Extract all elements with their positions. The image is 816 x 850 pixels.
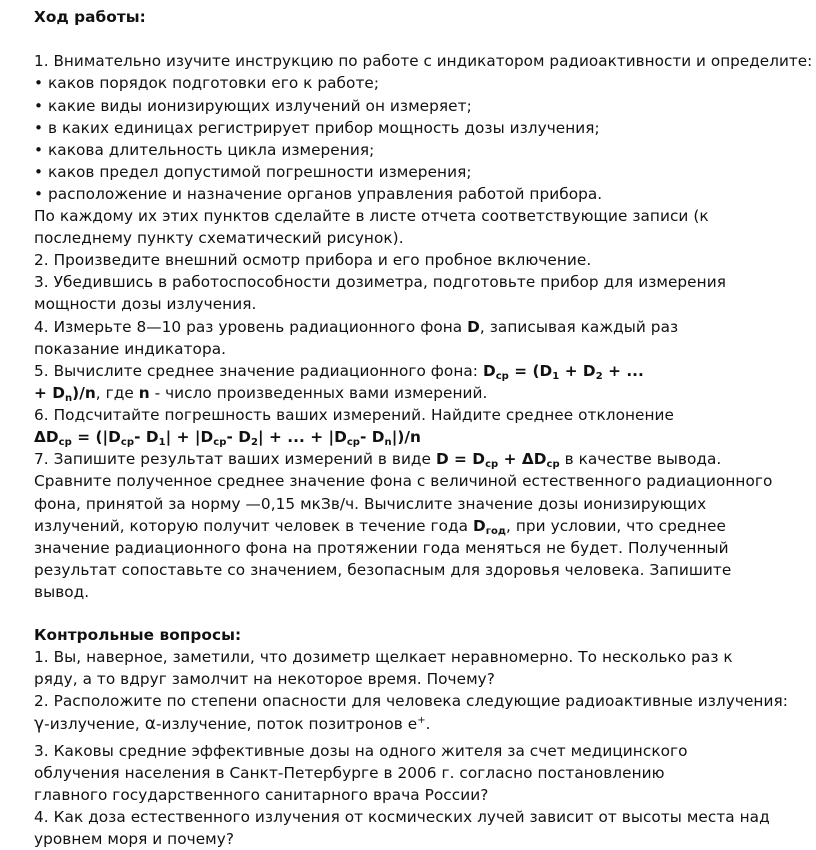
question-1-line-2: ряду, а то вдруг замолчит на некоторое время. Почему? [34,670,495,688]
step-5-formula-line-1: 5. Вычислите среднее значение радиационного фона: $D_{ср} = (D_1 + D_2$ + ... [34,362,644,382]
bullet-error-limit: • каков предел допустимой погрешности измерения; [34,163,472,181]
step-1-intro: 1. Внимательно изучите инструкцию по работе с индикатором радиоактивности и определите: [34,52,813,70]
questions-heading: Контрольные вопросы: [34,626,242,644]
question-4-line-1: 4. Как доза естественного излучения от космических лучей зависит от высоты места над [34,808,770,826]
bullet-controls: • расположение и назначение органов управления работой прибора. [34,185,603,203]
step-7-line-7: вывод. [34,583,90,601]
step-7-line-2: Сравните полученное среднее значение фона с величиной естественного радиационного [34,472,773,490]
bullet-preparation: • каков порядок подготовки его к работе; [34,74,380,92]
step-7-line-5: значение радиационного фона на протяжении года меняться не будет. Полученный [34,539,729,557]
bullet-cycle-duration: • какова длительность цикла измерения; [34,141,375,159]
step-3-line-1: 3. Убедившись в работоспособности дозиметра, подготовьте прибор для измерения [34,273,726,291]
step-5-formula-line-2: + $D_n)/n$, где n - число произведенных вами измерений. [34,384,488,404]
work-heading: Ход работы: [34,8,146,26]
step-7-line-6: результат сопоставьте со значением, безопасным для здоровья человека. Запишите [34,561,732,579]
step-4-line-1: 4. Измерьте 8—10 раз уровень радиационного фона D, записывая каждый раз [34,318,679,336]
question-3-line-1: 3. Каковы средние эффективные дозы на одного жителя за счет медицинского [34,742,688,760]
step-6: 6. Подсчитайте погрешность ваших измерений. Найдите среднее отклонение [34,406,674,424]
report-instructions-line-1: По каждому их этих пунктов сделайте в листе отчета соответствующие записи (к [34,207,709,225]
step-7-line-3: фона, принятой за норму —0,15 мкЗв/ч. Вычислите значение дозы ионизирующих [34,495,707,513]
step-4-line-2: показание индикатора. [34,340,227,358]
question-1-line-1: 1. Вы, наверное, заметили, что дозиметр щелкает неравномерно. То несколько раз к [34,648,733,666]
bullet-radiation-types: • какие виды ионизирующих излучений он измеряет; [34,97,472,115]
step-3-line-2: мощности дозы излучения. [34,295,257,313]
question-3-line-2: облучения населения в Санкт-Петербурге в 2006 г. согласно постановлению [34,764,665,782]
question-4-line-2: уровнем моря и почему? [34,830,235,848]
bullet-units: • в каких единицах регистрирует прибор мощность дозы излучения; [34,119,600,137]
question-2-line-1: 2. Расположите по степени опасности для человека следующие радиоактивные излучения: [34,692,788,710]
question-3-line-3: главного государственного санитарного врача России? [34,786,489,804]
report-instructions-line-2: последнему пункту схематический рисунок). [34,229,404,247]
step-7-line-4: излучений, которую получит человек в течение года $D_{год}$, при условии, что среднее [34,517,726,537]
step-2: 2. Произведите внешний осмотр прибора и его пробное включение. [34,251,592,269]
step-7-line-1: 7. Запишите результат ваших измерений в виде $D = D_{ср} + \Delta D_{ср}$ в качестве вывода. [34,450,722,470]
question-2-line-2: γ-излучение, α-излучение, поток позитронов е+. [34,714,431,734]
mean-deviation-formula: $\Delta D_{ср} = (|D_{ср}-$ $D_1| + |D_{ср}-$ $D_2|$ + ... + $|D_{ср}-$ $D_n|)/n$ [34,428,421,448]
